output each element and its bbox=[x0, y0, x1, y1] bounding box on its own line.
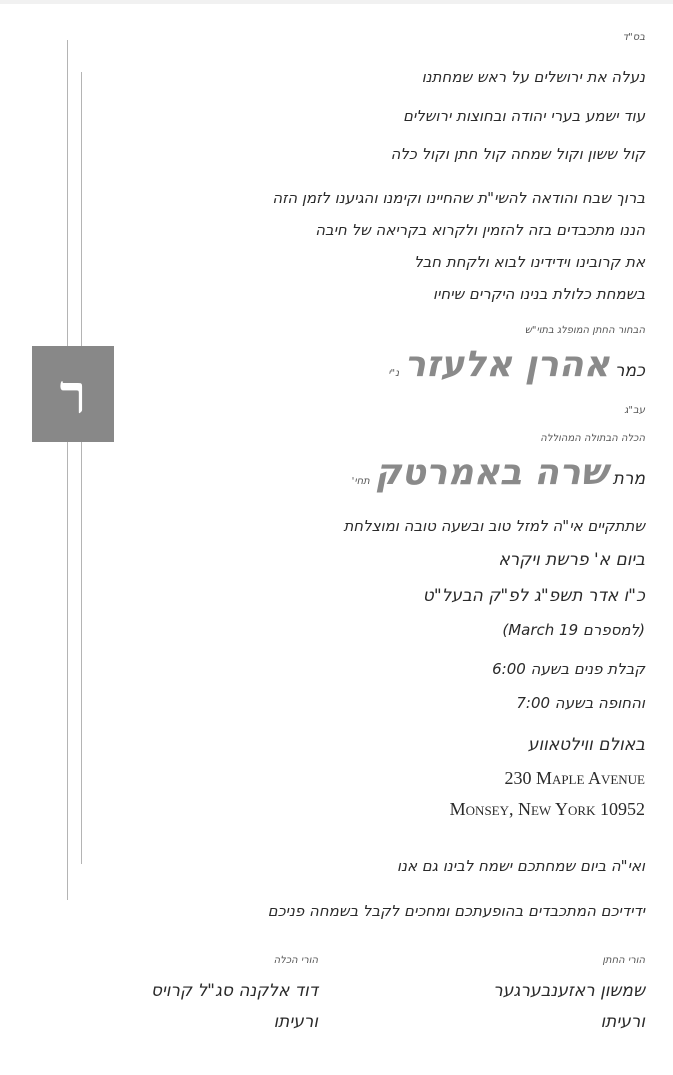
verse-line: עוד ישמע בערי יהודה ובחוצות ירושלים bbox=[402, 107, 645, 125]
decorative-line-right bbox=[81, 72, 82, 864]
bride-suffix: תחי' bbox=[351, 476, 370, 487]
blessing-line: בשמחת כלולת בנינו היקרים שיחיו bbox=[432, 285, 645, 303]
event-day: ביום א' פרשת ויקרא bbox=[498, 550, 645, 570]
letter-badge: ר bbox=[32, 346, 114, 442]
im-text: עב"ג bbox=[624, 405, 645, 416]
bride-parents-name: דוד אלקנה סג"ל קרויס bbox=[150, 981, 318, 1001]
bs-header: בס"ד bbox=[622, 32, 645, 43]
event-secular-date: (למספרם March 19) bbox=[502, 621, 645, 639]
groom-parents-label: הורי החתן bbox=[602, 955, 645, 966]
groom-prefix: כמר bbox=[614, 361, 645, 381]
groom-parents-wife: ורעיתו bbox=[600, 1012, 645, 1032]
venue-street: 230 Maple Avenue bbox=[504, 768, 645, 788]
kabbalas-panim-time: קבלת פנים בשעה 6:00 bbox=[492, 660, 645, 678]
verse-line: נעלה את ירושלים על ראש שמחתנו bbox=[421, 68, 645, 86]
blessing-line: את קרובינו וידידינו לבוא ולקחת חבל bbox=[414, 253, 645, 271]
bride-line bbox=[352, 452, 645, 493]
chuppah-time: והחופה בשעה 7:00 bbox=[516, 694, 645, 712]
bride-prefix: מרת bbox=[612, 469, 645, 489]
venue-name: באולם ווילטאווע bbox=[527, 735, 645, 755]
groom-parents-name: שמשון ראזענבערגער bbox=[493, 981, 645, 1001]
event-intro: שתתקיים אי"ה למזל טוב ובשעה טובה ומוצלחת bbox=[343, 517, 645, 535]
event-date: כ"ו אדר תשפ"ג לפ"ק הבעל"ט bbox=[422, 586, 645, 606]
top-bar bbox=[0, 0, 673, 4]
blessing-line: ברוך שבח והודאה להשי"ת שהחיינו וקימנו והגיענו לזמן הזה bbox=[272, 189, 645, 207]
bride-parents-wife: ורעיתו bbox=[273, 1012, 318, 1032]
bride-label: הכלה הבתולה המהוללה bbox=[540, 433, 645, 444]
blessing-line: הננו מתכבדים בזה להזמין ולקרוא בקריאה של חיבה bbox=[315, 221, 645, 239]
closing-line: ואי"ה ביום שמחתכם ישמח לבינו גם אנו bbox=[396, 857, 645, 875]
bride-name: שרה באמרטק bbox=[374, 452, 608, 493]
closing-line: ידידיכם המתכבדים בהופעתכם ומחכים לקבל בשמחה פניכם bbox=[267, 902, 645, 920]
groom-line bbox=[388, 344, 645, 385]
bride-parents-label: הורי הכלה bbox=[273, 955, 318, 966]
groom-suffix: נ"י bbox=[388, 368, 400, 379]
decorative-line-left bbox=[67, 40, 68, 900]
groom-label: הבחור החתן המופלג בתוי"ש bbox=[524, 325, 645, 336]
groom-name: אהרן אלעזר bbox=[404, 344, 610, 385]
venue-city: Monsey, New York 10952 bbox=[449, 799, 645, 819]
verse-line: קול ששון וקול שמחה קול חתן וקול כלה bbox=[390, 145, 645, 163]
